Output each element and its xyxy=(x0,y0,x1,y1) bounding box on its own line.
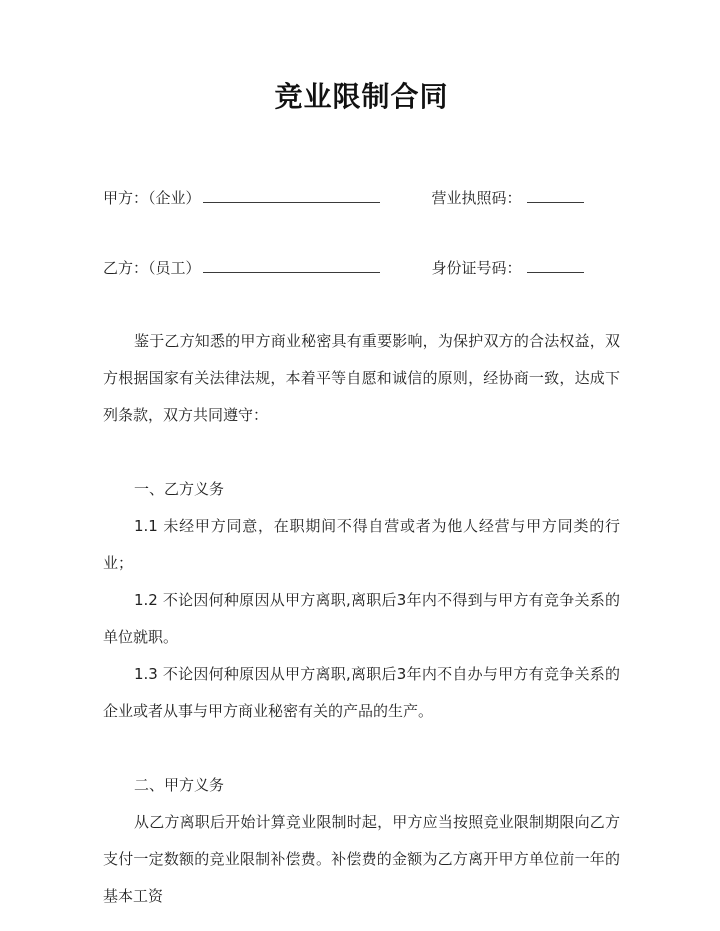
section-2-heading: 二、甲方义务 xyxy=(134,776,225,794)
party-b-idnumber-blank-line xyxy=(527,258,584,273)
clause-2-1: 从乙方离职后开始计算竞业限制时起，甲方应当按照竞业限制期限向乙方支付一定数额的竞业限制补偿费。补偿费的金额为乙方离开甲方单位前一年的基本工资 xyxy=(103,813,620,905)
section-1-heading: 一、乙方义务 xyxy=(134,480,225,498)
party-a-row xyxy=(103,188,620,209)
party-b-row xyxy=(103,258,620,279)
party-a-name-blank-line xyxy=(203,188,380,203)
party-a-license-label: 营业执照码： xyxy=(431,189,522,207)
document-title: 竞业限制合同 xyxy=(274,80,449,113)
clause-1-1: 1.1 未经甲方同意，在职期间不得自营或者为他人经营与甲方同类的行业； xyxy=(103,517,620,572)
party-a-license-blank-line xyxy=(527,188,584,203)
party-a-label: 甲方：（企业） xyxy=(103,189,201,207)
clause-1-3: 1.3 不论因何种原因从甲方离职,离职后3年内不自办与甲方有竞争关系的企业或者从事与甲方商业秘密有关的产品的生产。 xyxy=(103,665,620,720)
clause-1-2: 1.2 不论因何种原因从甲方离职,离职后3年内不得到与甲方有竞争关系的单位就职。 xyxy=(103,591,620,646)
party-b-label: 乙方：（员工） xyxy=(103,259,201,277)
party-b-idnumber-label: 身份证号码： xyxy=(431,259,522,277)
intro-paragraph: 鉴于乙方知悉的甲方商业秘密具有重要影响，为保护双方的合法权益，双方根据国家有关法律法规，本着平等自愿和诚信的原则，经协商一致，达成下列条款，双方共同遵守： xyxy=(103,332,620,424)
party-b-name-blank-line xyxy=(203,258,380,273)
